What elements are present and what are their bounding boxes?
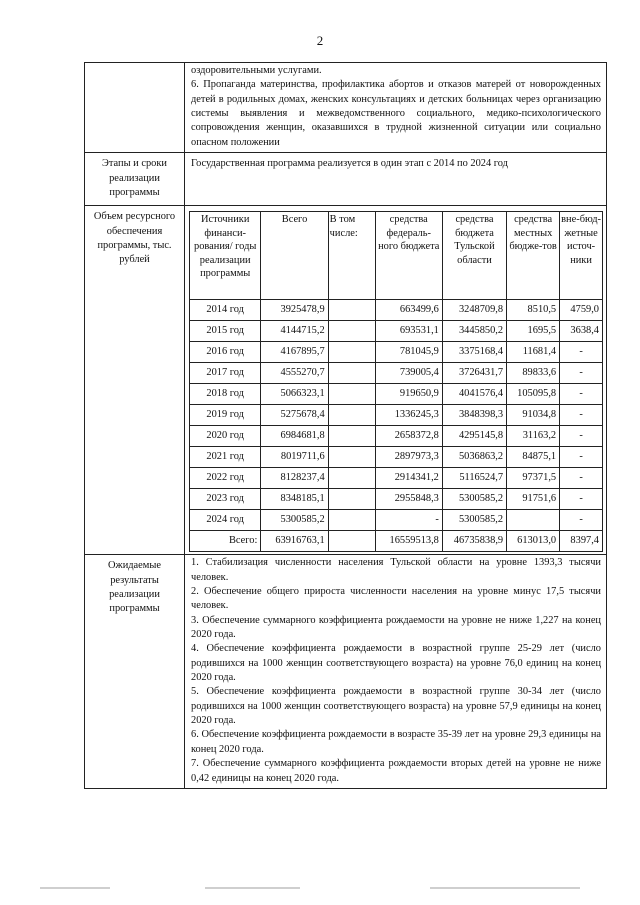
result-item: 2. Обеспечение общего прироста численности населения на уровне минус 17,5 тысячи человек.: [191, 585, 601, 612]
financing-year-row: [190, 342, 603, 363]
extra-cell: -: [560, 384, 603, 405]
continuation-line: оздоровительными услугами.: [191, 65, 322, 76]
result-item: 1. Стабилизация численности населения Тульской области на уровне 1393,3 тысячи человек.: [191, 557, 601, 583]
regional-cell: 3726431,7: [442, 363, 506, 384]
local-cell: 1695,5: [507, 321, 560, 342]
results-row: [85, 555, 607, 789]
regional-cell: 5300585,2: [442, 510, 506, 531]
financing-year-row: [190, 468, 603, 489]
year-cell: 2023 год: [190, 489, 261, 510]
empty-cell: [328, 405, 375, 426]
total-cell: 3925478,9: [261, 300, 328, 321]
regional-cell: 3445850,2: [442, 321, 506, 342]
financing-year-row: [190, 300, 603, 321]
empty-cell: [328, 468, 375, 489]
regional-cell: 3848398,3: [442, 405, 506, 426]
result-item: 7. Обеспечение суммарного коэффициента рождаемости вторых детей на уровне не ниже 0,42 единицы на конец 2020 года.: [191, 758, 601, 784]
federal-cell: 1336245,3: [375, 405, 442, 426]
header-cell: средства местных бюдже-тов: [507, 212, 560, 300]
total-cell: 8128237,4: [261, 468, 328, 489]
year-cell: 2016 год: [190, 342, 261, 363]
federal-cell: 693531,1: [375, 321, 442, 342]
scan-artifact: [430, 887, 580, 889]
extra-cell: 3638,4: [560, 321, 603, 342]
federal-cell: -: [375, 510, 442, 531]
federal-cell: 2658372,8: [375, 426, 442, 447]
empty-cell: [328, 426, 375, 447]
total-total-cell: 63916763,1: [261, 531, 328, 552]
extra-cell: -: [560, 342, 603, 363]
total-local-cell: 613013,0: [507, 531, 560, 552]
header-cell: Всего: [261, 212, 328, 300]
local-cell: [507, 510, 560, 531]
year-cell: 2021 год: [190, 447, 261, 468]
scan-artifact: [205, 887, 300, 889]
extra-cell: -: [560, 426, 603, 447]
empty-cell: [328, 447, 375, 468]
federal-cell: 739005,4: [375, 363, 442, 384]
empty-cell: [328, 531, 375, 552]
regional-cell: 5116524,7: [442, 468, 506, 489]
year-cell: 2019 год: [190, 405, 261, 426]
empty-cell: [328, 384, 375, 405]
empty-cell: [328, 363, 375, 384]
financing-table: [189, 211, 603, 552]
local-cell: 91751,6: [507, 489, 560, 510]
extra-cell: 4759,0: [560, 300, 603, 321]
federal-cell: 781045,9: [375, 342, 442, 363]
local-cell: 97371,5: [507, 468, 560, 489]
total-cell: 5275678,4: [261, 405, 328, 426]
total-label-cell: Всего:: [190, 531, 261, 552]
total-cell: 5066323,1: [261, 384, 328, 405]
local-cell: 31163,2: [507, 426, 560, 447]
federal-cell: 2914341,2: [375, 468, 442, 489]
year-cell: 2017 год: [190, 363, 261, 384]
result-item: 5. Обеспечение коэффициента рождаемости в возрастной группе 30-34 лет (число родившихся на 1000 женщин соответствующего возраста) на уровне 57,9 единицы на конец 2020 года.: [191, 686, 601, 727]
stages-text: Государственная программа реализуется в один этап с 2014 по 2024 год: [185, 153, 607, 206]
empty-cell: [328, 342, 375, 363]
header-cell: вне-бюд-жетные источ-ники: [560, 212, 603, 300]
continuation-line: 6. Пропаганда материнства, профилактика абортов и отказов матерей от новорожденных детей в родильных домах, женских консультациях и детских больницах через организацию системы выявления и межведомственного социального, медико-психологического сопровождения женщин, оказавшихся в трудной жизненной ситуации или социально опасном положении: [191, 79, 601, 148]
total-cell: 4555270,7: [261, 363, 328, 384]
extra-cell: -: [560, 489, 603, 510]
financing-year-row: [190, 426, 603, 447]
continuation-row: [85, 63, 607, 153]
year-cell: 2018 год: [190, 384, 261, 405]
total-cell: 4167895,7: [261, 342, 328, 363]
total-federal-cell: 16559513,8: [375, 531, 442, 552]
extra-cell: -: [560, 510, 603, 531]
financing-label: Объем ресурсного обеспечения программы, тыс. рублей: [85, 206, 185, 555]
extra-cell: -: [560, 447, 603, 468]
continuation-label: [85, 63, 185, 153]
year-cell: 2015 год: [190, 321, 261, 342]
year-cell: 2022 год: [190, 468, 261, 489]
local-cell: 105095,8: [507, 384, 560, 405]
extra-cell: -: [560, 405, 603, 426]
local-cell: 8510,5: [507, 300, 560, 321]
financing-year-row: [190, 510, 603, 531]
regional-cell: 5300585,2: [442, 489, 506, 510]
total-cell: 6984681,8: [261, 426, 328, 447]
total-regional-cell: 46735838,9: [442, 531, 506, 552]
continuation-content: [185, 63, 607, 153]
header-cell: В том числе:: [328, 212, 375, 300]
local-cell: 11681,4: [507, 342, 560, 363]
financing-year-row: [190, 321, 603, 342]
financing-year-row: [190, 363, 603, 384]
page-number: 2: [316, 33, 324, 48]
stages-row: [85, 153, 607, 206]
empty-cell: [328, 510, 375, 531]
header-cell: средства бюджета Тульской области: [442, 212, 506, 300]
scan-artifact: [40, 887, 110, 889]
header-cell: средства федераль-ного бюджета: [375, 212, 442, 300]
total-cell: 4144715,2: [261, 321, 328, 342]
local-cell: 84875,1: [507, 447, 560, 468]
regional-cell: 4041576,4: [442, 384, 506, 405]
result-item: 4. Обеспечение коэффициента рождаемости в возрастной группе 25-29 лет (число родившихся на 1000 женщин соответствующего возраста) на уровне 76,0 единиц на конец 2020 года.: [191, 643, 601, 684]
year-cell: 2014 год: [190, 300, 261, 321]
stages-label: Этапы и сроки реализации программы: [85, 153, 185, 206]
empty-cell: [328, 489, 375, 510]
total-cell: 8348185,1: [261, 489, 328, 510]
local-cell: 91034,8: [507, 405, 560, 426]
year-cell: 2020 год: [190, 426, 261, 447]
empty-cell: [328, 321, 375, 342]
regional-cell: 3375168,4: [442, 342, 506, 363]
total-cell: 5300585,2: [261, 510, 328, 531]
result-item: 3. Обеспечение суммарного коэффициента рождаемости на уровне не ниже 1,227 на конец 2020 года.: [191, 614, 601, 640]
financing-row: [85, 206, 607, 555]
year-cell: 2024 год: [190, 510, 261, 531]
results-label: Ожидаемые результаты реализации программы: [85, 555, 185, 789]
empty-cell: [328, 300, 375, 321]
federal-cell: 2897973,3: [375, 447, 442, 468]
header-cell: Источники финанси-рования/ годы реализации программы: [190, 212, 261, 300]
federal-cell: 2955848,3: [375, 489, 442, 510]
financing-year-row: [190, 489, 603, 510]
regional-cell: 4295145,8: [442, 426, 506, 447]
results-content: [185, 555, 607, 789]
total-cell: 8019711,6: [261, 447, 328, 468]
federal-cell: 663499,6: [375, 300, 442, 321]
result-item: 6. Обеспечение коэффициента рождаемости в возрасте 35-39 лет на уровне 29,3 единицы на конец 2020 года.: [191, 729, 601, 755]
extra-cell: -: [560, 468, 603, 489]
local-cell: 89833,6: [507, 363, 560, 384]
financing-year-row: [190, 447, 603, 468]
total-extra-cell: 8397,4: [560, 531, 603, 552]
financing-year-row: [190, 384, 603, 405]
financing-content: [185, 206, 607, 555]
financing-header-row: [190, 212, 603, 300]
passport-table: [84, 62, 607, 789]
financing-year-row: [190, 405, 603, 426]
financing-total-row: [190, 531, 603, 552]
extra-cell: -: [560, 363, 603, 384]
regional-cell: 5036863,2: [442, 447, 506, 468]
federal-cell: 919650,9: [375, 384, 442, 405]
regional-cell: 3248709,8: [442, 300, 506, 321]
